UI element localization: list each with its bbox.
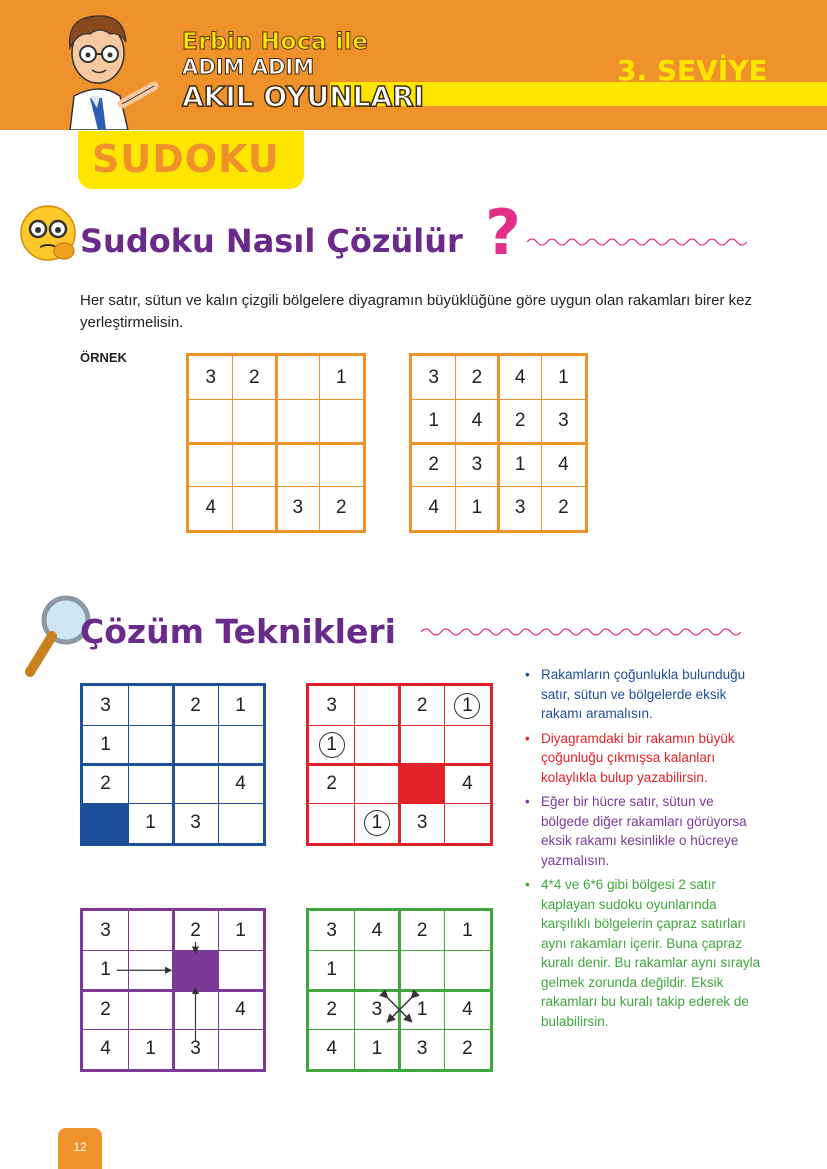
grid-cell: 3: [326, 919, 337, 941]
grid-cell: [400, 765, 445, 804]
grid-cell: [83, 804, 128, 843]
series-line2: ADIM ADIM: [182, 55, 315, 79]
grid-cell: 3: [514, 497, 526, 519]
grid-cell: 4: [326, 1038, 337, 1060]
grid-cell: 1: [326, 959, 337, 981]
grid-cell: 2: [100, 998, 111, 1020]
series-line3: AKIL OYUNLARI: [182, 80, 425, 113]
grid-cell: 1: [235, 919, 246, 941]
grid-cell: [354, 765, 399, 804]
grid-cell: 1: [100, 959, 111, 981]
grid-cell: 4: [428, 497, 439, 519]
level-label: 3. SEVİYE: [617, 54, 768, 87]
grid-cell: 4: [235, 773, 246, 795]
grid-cell: 3: [190, 1038, 201, 1060]
sudoku-tag-label: SUDOKU: [92, 137, 280, 181]
grid-cell: 1: [371, 812, 383, 834]
grid-cell: [354, 725, 399, 764]
grid-cell: 3: [205, 366, 217, 388]
grid-cell: [218, 804, 263, 843]
grid-cell: 3: [471, 453, 483, 475]
page-number: 12: [58, 1128, 102, 1169]
example-grid-solution: [409, 353, 588, 533]
grid-cell: 1: [558, 366, 569, 388]
technique-bullets: [525, 665, 765, 1036]
cross-arrows: [309, 911, 490, 1069]
technique-grid-red: [306, 683, 493, 846]
grid-cell: 3: [558, 410, 569, 432]
arrows-overlay: [83, 911, 263, 1069]
grid-cell: [445, 725, 490, 764]
example-label: ÖRNEK: [80, 350, 127, 365]
series-line1: Erbin Hoca ile: [182, 29, 369, 55]
example-grid-puzzle: [186, 353, 366, 533]
grid-cell: 2: [428, 453, 439, 475]
grid-cell: 1: [235, 694, 246, 716]
grid-cell: 2: [326, 773, 337, 795]
teacher-illustration: [50, 8, 185, 130]
grid-cell: [320, 400, 364, 444]
grid-cell: [173, 725, 218, 764]
grid-cell: 1: [416, 998, 428, 1020]
grid-cell: 3: [190, 812, 201, 834]
instructions-paragraph: Her satır, sütun ve kalın çizgili bölgelere diyagramın büyüklüğüne göre uygun olan rakamları birer kez yerleştirmelisin.: [80, 292, 753, 331]
grid-cell: 4: [471, 410, 483, 432]
grid-cell: 1: [145, 812, 156, 834]
grid-cell: [445, 804, 490, 843]
grid-cell: 3: [416, 812, 428, 834]
grid-cell: 1: [428, 410, 439, 432]
grid-cell: 2: [471, 366, 483, 388]
technique-grid-green: [306, 908, 493, 1072]
grid-cell: 2: [335, 497, 347, 519]
grid-cell: 1: [514, 453, 526, 475]
grid-cell: 1: [462, 694, 473, 716]
grid-cell: 2: [326, 998, 337, 1020]
grid-cell: 4: [235, 998, 246, 1020]
grid-cell: 3: [416, 1038, 428, 1060]
grid-cell: 2: [558, 497, 569, 519]
grid-cell: 2: [416, 919, 428, 941]
technique-grid-blue: [80, 683, 266, 846]
grid-cell: [128, 686, 173, 725]
grid-cell: [276, 356, 320, 400]
grid-cell: 2: [190, 919, 201, 941]
grid-cell: 3: [428, 366, 439, 388]
grid-cell: [233, 443, 277, 487]
technique-grid-purple: [80, 908, 266, 1072]
thinking-emoji-icon: [16, 203, 80, 265]
grid-cell: 4: [462, 773, 473, 795]
grid-cell: 1: [335, 366, 347, 388]
grid-cell: 3: [292, 497, 304, 519]
grid-cell: 2: [462, 1038, 473, 1060]
grid-cell: 4: [514, 366, 526, 388]
question-mark-icon: ?: [485, 196, 521, 269]
bullet-red: • Diyagramdaki bir rakamın büyük çoğunluğu çıkmışsa kalanları kolaylıkla bulup yazabilirsin.: [525, 729, 765, 788]
grid-cell: 1: [462, 919, 473, 941]
section1-title: Sudoku Nasıl Çözülür: [80, 222, 463, 260]
grid-cell: 2: [100, 773, 111, 795]
grid-cell: 3: [326, 694, 337, 716]
sudoku-tag: [78, 131, 304, 189]
circle-mark: [454, 693, 480, 719]
grid-cell: [233, 400, 277, 444]
grid-cell: 1: [471, 497, 483, 519]
section2-title: Çözüm Teknikleri: [80, 612, 396, 651]
grid-cell: 2: [514, 410, 526, 432]
wavy-divider-2: [421, 626, 747, 638]
grid-cell: [276, 443, 320, 487]
grid-cell: 4: [558, 453, 569, 475]
grid-cell: 3: [100, 694, 111, 716]
grid-cell: [233, 487, 277, 531]
grid-cell: [309, 804, 354, 843]
grid-cell: [189, 443, 233, 487]
grid-cell: [320, 443, 364, 487]
grid-cell: 2: [416, 694, 428, 716]
grid-cell: [218, 725, 263, 764]
circle-mark: [319, 732, 345, 758]
grid-cell: [276, 400, 320, 444]
grid-cell: 4: [462, 998, 473, 1020]
grid-cell: [400, 725, 445, 764]
grid-cell: 1: [326, 733, 337, 755]
grid-cell: [128, 765, 173, 804]
grid-cell: 4: [371, 919, 383, 941]
wavy-divider: [527, 236, 747, 248]
grid-cell: 4: [100, 1038, 111, 1060]
grid-cell: 2: [190, 694, 201, 716]
circle-mark: [364, 810, 390, 836]
bullet-green: • 4*4 ve 6*6 gibi bölgesi 2 satır kaplayan sudoku oyunlarında karşılıklı bölgelerin çapraz satırları aynı rakamları içerir. Buna çapraz kuralı denir. Bu rakamlar aynı sırayla gelmek zorunda değildir. Eksik rakamları bu kuralı takip ederek de bulabilirsin.: [525, 875, 765, 1031]
grid-cell: 1: [145, 1038, 156, 1060]
grid-cell: 1: [371, 1038, 383, 1060]
bullet-blue: • Rakamların çoğunlukla bulunduğu satır, sütun ve bölgelerde eksik rakamı aramalısın.: [525, 665, 765, 724]
grid-cell: [173, 765, 218, 804]
grid-cell: 4: [205, 497, 217, 519]
grid-cell: [354, 686, 399, 725]
grid-cell: 2: [248, 366, 260, 388]
grid-cell: [189, 400, 233, 444]
grid-cell: 3: [100, 919, 111, 941]
grid-cell: 3: [371, 998, 383, 1020]
grid-cell: [128, 725, 173, 764]
grid-cell: 1: [100, 733, 111, 755]
bullet-purple: • Eğer bir hücre satır, sütun ve bölgede diğer rakamları görüyorsa eksik rakamı kesinlikle o hücreye yazmalısın.: [525, 792, 765, 870]
